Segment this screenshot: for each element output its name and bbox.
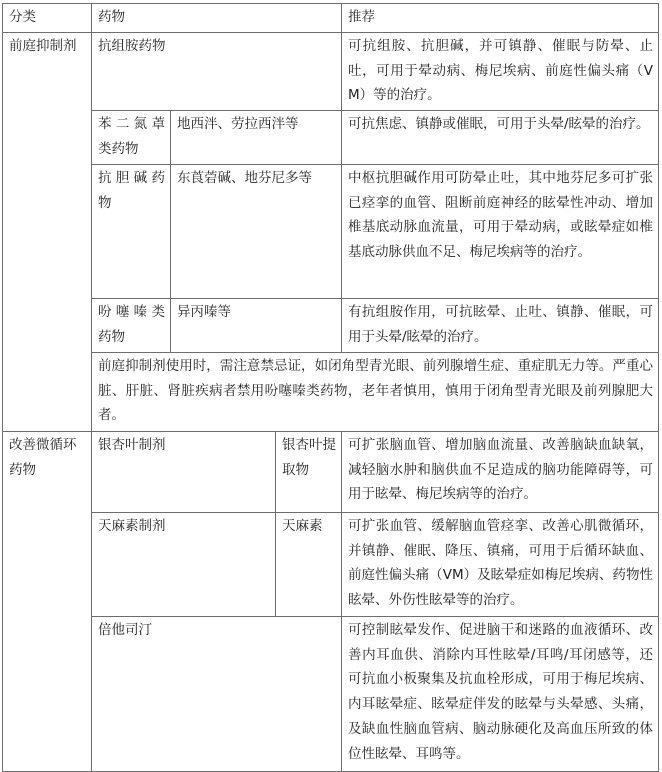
table-header-row (3, 4, 659, 33)
drug-antihistamine: 抗组胺药物 (92, 32, 342, 110)
drug-betahistine: 倍他司汀 (92, 616, 342, 771)
component-ginkgo: 银杏叶提取物 (276, 431, 342, 512)
drug-benzodiazepine: 苯二氮䓬类药物 (92, 111, 171, 165)
drug-ginkgo: 银杏叶制剂 (92, 431, 276, 512)
recommend-gastrodin: 可扩张血管、缓解脑血管痉挛、改善心肌微循环，并镇静、催眠、降压、镇痛，可用于后循环缺血、前庭性偏头痛（VM）及眩晕症如梅尼埃病、药物性眩晕、外伤性眩晕等的治疗。 (342, 512, 659, 616)
drug-gastrodin: 天麻素制剂 (92, 512, 276, 616)
table-row-antihistamine (3, 32, 659, 110)
recommend-antihistamine: 可抗组胺、抗胆碱，并可镇静、催眠与防晕、止吐，可用于晕动病、梅尼埃病、前庭性偏头痛（VM）等的治疗。 (342, 32, 659, 110)
category-vestibular-suppressant: 前庭抑制剂 (3, 32, 92, 431)
recommend-benzodiazepine: 可抗焦虑、镇静或催眠，可用于头晕/眩晕的治疗。 (342, 111, 659, 165)
category-microcirculation: 改善微循环药物 (3, 431, 92, 771)
table-row-ginkgo (3, 431, 659, 512)
vestibular-caution-note: 前庭抑制剂使用时，需注意禁忌证，如闭角型青光眼、前列腺增生症、重症肌无力等。严重心脏、肝脏、肾脏疾病者禁用吩噻嗪类药物，老年者慎用，慎用于闭角型青光眼及前列腺肥大者。 (92, 352, 659, 431)
drug-recommendation-table (2, 3, 659, 772)
table-row-anticholinergic (3, 164, 659, 298)
table-row-benzodiazepine (3, 111, 659, 165)
table-row-betahistine (3, 616, 659, 771)
header-recommend: 推荐 (342, 4, 659, 33)
recommend-ginkgo: 可扩张脑血管、增加脑血流量、改善脑缺血缺氧，减轻脑水肿和脑供血不足造成的脑功能障碍等，可用于眩晕、梅尼埃病等的治疗。 (342, 431, 659, 512)
table-row-phenothiazine (3, 298, 659, 352)
examples-anticholinergic: 东莨菪碱、地芬尼多等 (171, 164, 342, 298)
header-category: 分类 (3, 4, 92, 33)
drug-anticholinergic: 抗胆碱药物 (92, 164, 171, 298)
header-drug: 药物 (92, 4, 342, 33)
table-row-vestibular-note (3, 352, 659, 431)
drug-phenothiazine: 吩噻嗪类药物 (92, 298, 171, 352)
recommend-anticholinergic: 中枢抗胆碱作用可防晕止吐，其中地芬尼多可扩张已痉挛的血管、阻断前庭神经的眩晕性冲动、增加椎基底动脉血流量，可用于晕动病，或眩晕症如椎基底动脉供血不足、梅尼埃病等的治疗。 (342, 164, 659, 298)
recommend-betahistine: 可控制眩晕发作、促进脑干和迷路的血液循环、改善内耳血供、消除内耳性眩晕/耳鸣/耳闭感等，还可抗血小板聚集及抗血栓形成，可用于梅尼埃病、内耳眩晕症、眩晕症伴发的眩晕与头晕感、头痛，及缺血性脑血管病、脑动脉硬化及高血压所致的体位性眩晕、耳鸣等。 (342, 616, 659, 771)
component-gastrodin: 天麻素 (276, 512, 342, 616)
examples-benzodiazepine: 地西泮、劳拉西泮等 (171, 111, 342, 165)
table-row-gastrodin (3, 512, 659, 616)
examples-phenothiazine: 异丙嗪等 (171, 298, 342, 352)
recommend-phenothiazine: 有抗组胺作用，可抗眩晕、止吐、镇静、催眠，可用于头晕/眩晕的治疗。 (342, 298, 659, 352)
